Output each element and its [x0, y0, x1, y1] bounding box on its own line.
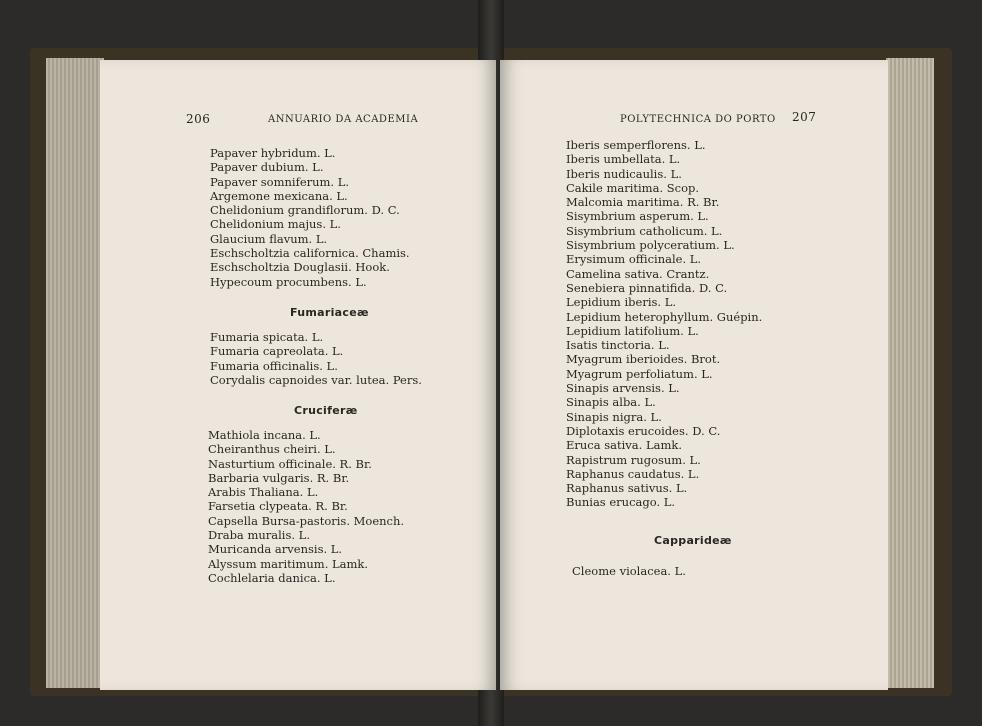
- species-entry: Iberis umbellata. L.: [566, 152, 681, 167]
- species-entry: Fumaria spicata. L.: [210, 330, 324, 344]
- page-edges-right: [886, 58, 934, 688]
- species-entry: Muricanda arvensis. L.: [208, 542, 343, 557]
- species-entry: Eruca sativa. Lamk.: [566, 438, 682, 453]
- running-head: POLYTECHNICA DO PORTO: [620, 114, 776, 125]
- species-entry: Eschscholtzia californica. Chamis.: [210, 246, 410, 261]
- species-entry: Fumaria capreolata. L.: [210, 344, 344, 359]
- species-entry: Farsetia clypeata. R. Br.: [208, 499, 348, 514]
- species-entry: Chelidonium grandiflorum. D. C.: [210, 203, 400, 218]
- species-entry: Fumaria officinalis. L.: [210, 358, 338, 373]
- right-page: [500, 60, 888, 690]
- species-entry: Cochlelaria danica. L.: [208, 570, 336, 585]
- section-title-cruciferae: Cruciferæ: [294, 404, 358, 417]
- fumariaceae-list: [210, 330, 422, 387]
- species-entry: Lepidium heterophyllum. Guépin.: [566, 309, 763, 324]
- species-entry: Barbaria vulgaris. R. Br.: [208, 470, 350, 485]
- species-entry: Sisymbrium asperum. L.: [566, 209, 709, 224]
- species-entry: Arabis Thaliana. L.: [208, 485, 319, 500]
- species-entry: Hypecoum procumbens. L.: [210, 274, 367, 289]
- species-entry: Lepidium iberis. L.: [566, 295, 677, 310]
- species-entry: Rapistrum rugosum. L.: [566, 452, 701, 467]
- species-entry: Sisymbrium polyceratium. L.: [566, 238, 735, 253]
- species-entry: Lepidium latifolium. L.: [566, 323, 699, 338]
- species-entry: Sinapis arvensis. L.: [566, 381, 680, 396]
- species-entry: Alyssum maritimum. Lamk.: [208, 556, 369, 571]
- species-entry: Sisymbrium catholicum. L.: [566, 223, 723, 238]
- running-head: ANNUARIO DA ACADEMIA: [268, 114, 419, 125]
- species-entry: Senebiera pinnatifida. D. C.: [566, 280, 728, 295]
- species-entry: Corydalis capnoides var. lutea. Pers.: [210, 372, 422, 387]
- species-entry: Glaucium flavum. L.: [210, 231, 328, 246]
- page-number: 206: [186, 112, 211, 126]
- capparideae-list: [572, 564, 686, 578]
- species-entry: Iberis nudicaulis. L.: [566, 166, 682, 181]
- species-entry: Eschscholtzia Douglasii. Hook.: [210, 260, 390, 275]
- species-entry: Myagrum perfoliatum. L.: [566, 366, 713, 381]
- species-entry: Cheiranthus cheiri. L.: [208, 442, 336, 457]
- species-entry: Cleome violacea. L.: [572, 564, 686, 578]
- species-entry: Raphanus caudatus. L.: [566, 466, 700, 481]
- species-entry: Papaver dubium. L.: [210, 160, 324, 175]
- species-entry: Cakile maritima. Scop.: [566, 180, 700, 195]
- species-entry: Capsella Bursa-pastoris. Moench.: [208, 513, 405, 528]
- species-entry: Sinapis nigra. L.: [566, 409, 662, 424]
- section-title-fumariaceae: Fumariaceæ: [290, 306, 369, 319]
- species-entry: Bunias erucago. L.: [566, 495, 676, 510]
- cruciferae-continued-list: [566, 138, 762, 510]
- species-entry: Papaver somniferum. L.: [210, 174, 350, 189]
- species-entry: Erysimum officinale. L.: [566, 252, 702, 267]
- species-entry: Draba muralis. L.: [208, 528, 310, 543]
- species-entry: Malcomia maritima. R. Br.: [566, 195, 720, 210]
- species-entry: Sinapis alba. L.: [566, 395, 656, 410]
- species-entry: Iberis semperflorens. L.: [566, 138, 706, 152]
- section-title-capparideae: Capparideæ: [654, 534, 732, 547]
- species-entry: Diplotaxis erucoides. D. C.: [566, 423, 721, 438]
- papaveraceae-list: [210, 146, 410, 289]
- species-entry: Mathiola incana. L.: [208, 428, 321, 442]
- species-entry: Argemone mexicana. L.: [210, 188, 348, 203]
- page-number: 207: [792, 110, 817, 124]
- page-edges-left: [46, 58, 104, 688]
- left-page: [100, 60, 496, 690]
- cruciferae-list: [208, 428, 404, 585]
- species-entry: Nasturtium officinale. R. Br.: [208, 456, 372, 471]
- species-entry: Isatis tinctoria. L.: [566, 338, 670, 353]
- species-entry: Raphanus sativus. L.: [566, 481, 688, 496]
- species-entry: Papaver hybridum. L.: [210, 146, 336, 160]
- species-entry: Camelina sativa. Crantz.: [566, 266, 710, 281]
- species-entry: Myagrum iberioides. Brot.: [566, 352, 721, 367]
- species-entry: Chelidonium majus. L.: [210, 217, 341, 232]
